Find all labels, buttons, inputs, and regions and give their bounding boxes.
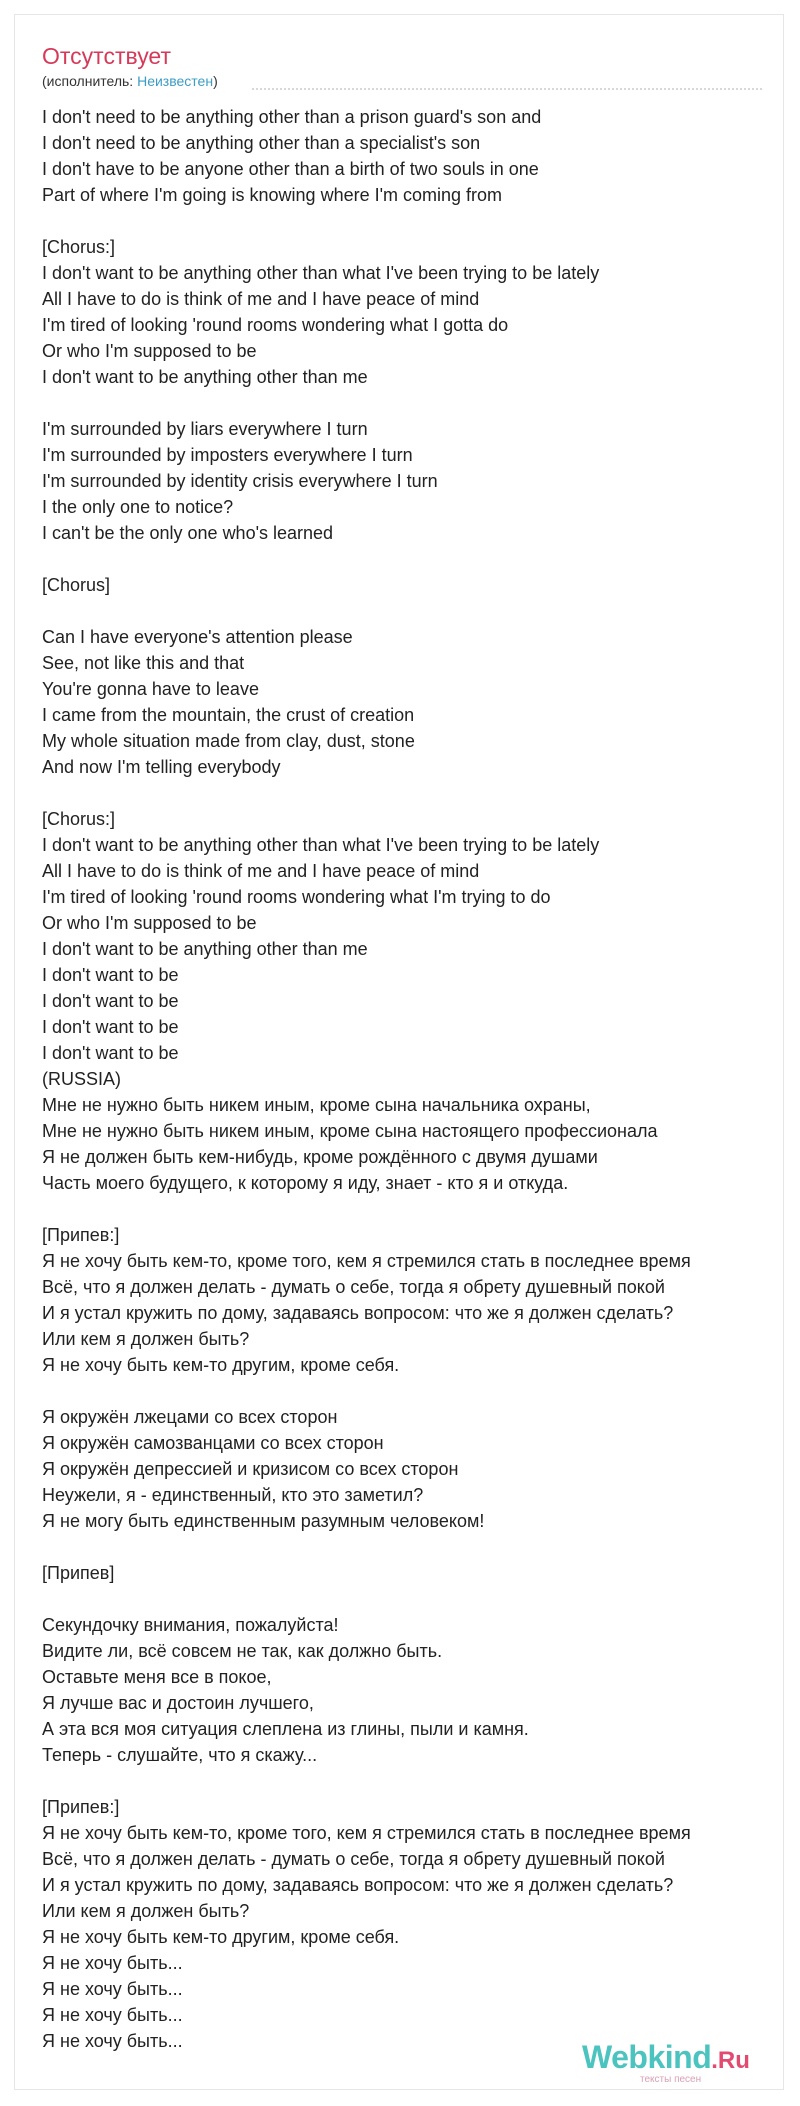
lyric-line: I don't want to be bbox=[42, 1017, 179, 1037]
lyric-blank-line bbox=[42, 1586, 782, 1612]
lyric-line: Мне не нужно быть никем иным, кроме сына настоящего профессионала bbox=[42, 1121, 658, 1141]
lyric-line: I don't want to be anything other than what I've been trying to be lately bbox=[42, 835, 600, 855]
lyric-line: Or who I'm supposed to be bbox=[42, 913, 257, 933]
logo-wordmark: Webkind bbox=[582, 2039, 712, 2075]
lyric-line: Или кем я должен быть? bbox=[42, 1329, 250, 1349]
lyric-line: Or who I'm supposed to be bbox=[42, 341, 257, 361]
lyric-blank-line bbox=[42, 780, 782, 806]
artist-link[interactable]: Неизвестен bbox=[137, 73, 214, 89]
lyric-line: [Припев:] bbox=[42, 1225, 120, 1245]
song-title: Отсутствует bbox=[42, 43, 171, 69]
lyric-line: I don't want to be anything other than me bbox=[42, 939, 368, 959]
lyric-line: My whole situation made from clay, dust, stone bbox=[42, 731, 415, 751]
lyrics-list bbox=[42, 104, 782, 2054]
lyric-line: Всё, что я должен делать - думать о себе, тогда я обрету душевный покой bbox=[42, 1849, 665, 1869]
lyric-line: All I have to do is think of me and I have peace of mind bbox=[42, 861, 480, 881]
lyric-line: Я лучше вас и достоин лучшего, bbox=[42, 1693, 314, 1713]
lyric-blank-line bbox=[42, 1378, 782, 1404]
lyric-line: [Chorus:] bbox=[42, 237, 116, 257]
lyric-line: I don't want to be bbox=[42, 991, 179, 1011]
lyric-line: I can't be the only one who's learned bbox=[42, 523, 334, 543]
lyric-line: You're gonna have to leave bbox=[42, 679, 259, 699]
lyric-line: [Припев:] bbox=[42, 1797, 120, 1817]
artist-prefix: (исполнитель: bbox=[42, 73, 138, 89]
lyric-line: Видите ли, всё совсем не так, как должно быть. bbox=[42, 1641, 443, 1661]
lyric-line: Part of where I'm going is knowing where I'm coming from bbox=[42, 185, 503, 205]
lyric-line: All I have to do is think of me and I have peace of mind bbox=[42, 289, 480, 309]
lyric-line: Неужели, я - единственный, кто это заметил? bbox=[42, 1485, 424, 1505]
lyric-line: Часть моего будущего, к которому я иду, знает - кто я и откуда. bbox=[42, 1173, 569, 1193]
lyric-line: Всё, что я должен делать - думать о себе, тогда я обрету душевный покой bbox=[42, 1277, 665, 1297]
lyric-line: Я окружён самозванцами со всех сторон bbox=[42, 1433, 384, 1453]
lyric-line: Я не хочу быть кем-то другим, кроме себя. bbox=[42, 1927, 400, 1947]
lyric-line: I the only one to notice? bbox=[42, 497, 234, 517]
lyric-line: [Chorus] bbox=[42, 575, 111, 595]
lyric-line: Или кем я должен быть? bbox=[42, 1901, 250, 1921]
lyric-line: I don't need to be anything other than a prison guard's son and bbox=[42, 107, 542, 127]
lyric-blank-line bbox=[42, 546, 782, 572]
lyric-line: Я не должен быть кем-нибудь, кроме рождённого с двумя душами bbox=[42, 1147, 598, 1167]
lyric-line: А эта вся моя ситуация слеплена из глины, пыли и камня. bbox=[42, 1719, 529, 1739]
lyric-line: Я окружён лжецами со всех сторон bbox=[42, 1407, 338, 1427]
lyric-blank-line bbox=[42, 1534, 782, 1560]
lyric-blank-line bbox=[42, 1768, 782, 1794]
artist-line bbox=[42, 72, 218, 90]
lyric-line: Я не хочу быть кем-то, кроме того, кем я стремился стать в последнее время bbox=[42, 1251, 691, 1271]
artist-suffix: ) bbox=[213, 73, 218, 89]
logo-tagline: тексты песен bbox=[640, 2074, 702, 2085]
lyric-line: Теперь - слушайте, что я скажу... bbox=[42, 1745, 318, 1765]
lyric-line: Can I have everyone's attention please bbox=[42, 627, 353, 647]
lyric-line: Мне не нужно быть никем иным, кроме сына начальника охраны, bbox=[42, 1095, 591, 1115]
lyric-blank-line bbox=[42, 390, 782, 416]
lyric-line: И я устал кружить по дому, задаваясь вопросом: что же я должен сделать? bbox=[42, 1303, 674, 1323]
lyric-line: I'm surrounded by imposters everywhere I turn bbox=[42, 445, 413, 465]
lyric-line: I don't want to be anything other than me bbox=[42, 367, 368, 387]
logo-domain: .Ru bbox=[711, 2047, 750, 2074]
lyric-blank-line bbox=[42, 598, 782, 624]
lyric-line: I'm surrounded by identity crisis everywhere I turn bbox=[42, 471, 438, 491]
lyric-line: I came from the mountain, the crust of creation bbox=[42, 705, 415, 725]
lyric-line: Я не хочу быть кем-то другим, кроме себя. bbox=[42, 1355, 400, 1375]
lyric-blank-line bbox=[42, 208, 782, 234]
lyric-line: I don't want to be anything other than what I've been trying to be lately bbox=[42, 263, 600, 283]
lyric-line: I'm surrounded by liars everywhere I turn bbox=[42, 419, 368, 439]
lyric-line: [Chorus:] bbox=[42, 809, 116, 829]
lyric-line: I don't want to be bbox=[42, 965, 179, 985]
lyric-line: Я не могу быть единственным разумным человеком! bbox=[42, 1511, 485, 1531]
lyric-line: I don't want to be bbox=[42, 1043, 179, 1063]
lyric-line: (RUSSIA) bbox=[42, 1069, 122, 1089]
webkind-logo[interactable] bbox=[582, 2040, 750, 2078]
lyric-line: I don't need to be anything other than a specialist's son bbox=[42, 133, 481, 153]
lyric-line: I don't have to be anyone other than a birth of two souls in one bbox=[42, 159, 539, 179]
lyric-line: Я не хочу быть кем-то, кроме того, кем я стремился стать в последнее время bbox=[42, 1823, 691, 1843]
lyric-line: И я устал кружить по дому, задаваясь вопросом: что же я должен сделать? bbox=[42, 1875, 674, 1895]
lyric-line: I'm tired of looking 'round rooms wondering what I'm trying to do bbox=[42, 887, 551, 907]
lyric-line: Я не хочу быть... bbox=[42, 2031, 183, 2051]
lyric-line: I'm tired of looking 'round rooms wondering what I gotta do bbox=[42, 315, 509, 335]
lyric-line: Я окружён депрессией и кризисом со всех сторон bbox=[42, 1459, 459, 1479]
lyric-line: Оставьте меня все в покое, bbox=[42, 1667, 272, 1687]
lyric-blank-line bbox=[42, 1196, 782, 1222]
lyric-line: Я не хочу быть... bbox=[42, 2005, 183, 2025]
lyric-line: [Припев] bbox=[42, 1563, 115, 1583]
lyric-line: Секундочку внимания, пожалуйста! bbox=[42, 1615, 339, 1635]
lyric-line: And now I'm telling everybody bbox=[42, 757, 281, 777]
header-divider bbox=[252, 88, 762, 90]
lyric-line: Я не хочу быть... bbox=[42, 1979, 183, 1999]
lyric-line: Я не хочу быть... bbox=[42, 1953, 183, 1973]
lyric-line: See, not like this and that bbox=[42, 653, 245, 673]
